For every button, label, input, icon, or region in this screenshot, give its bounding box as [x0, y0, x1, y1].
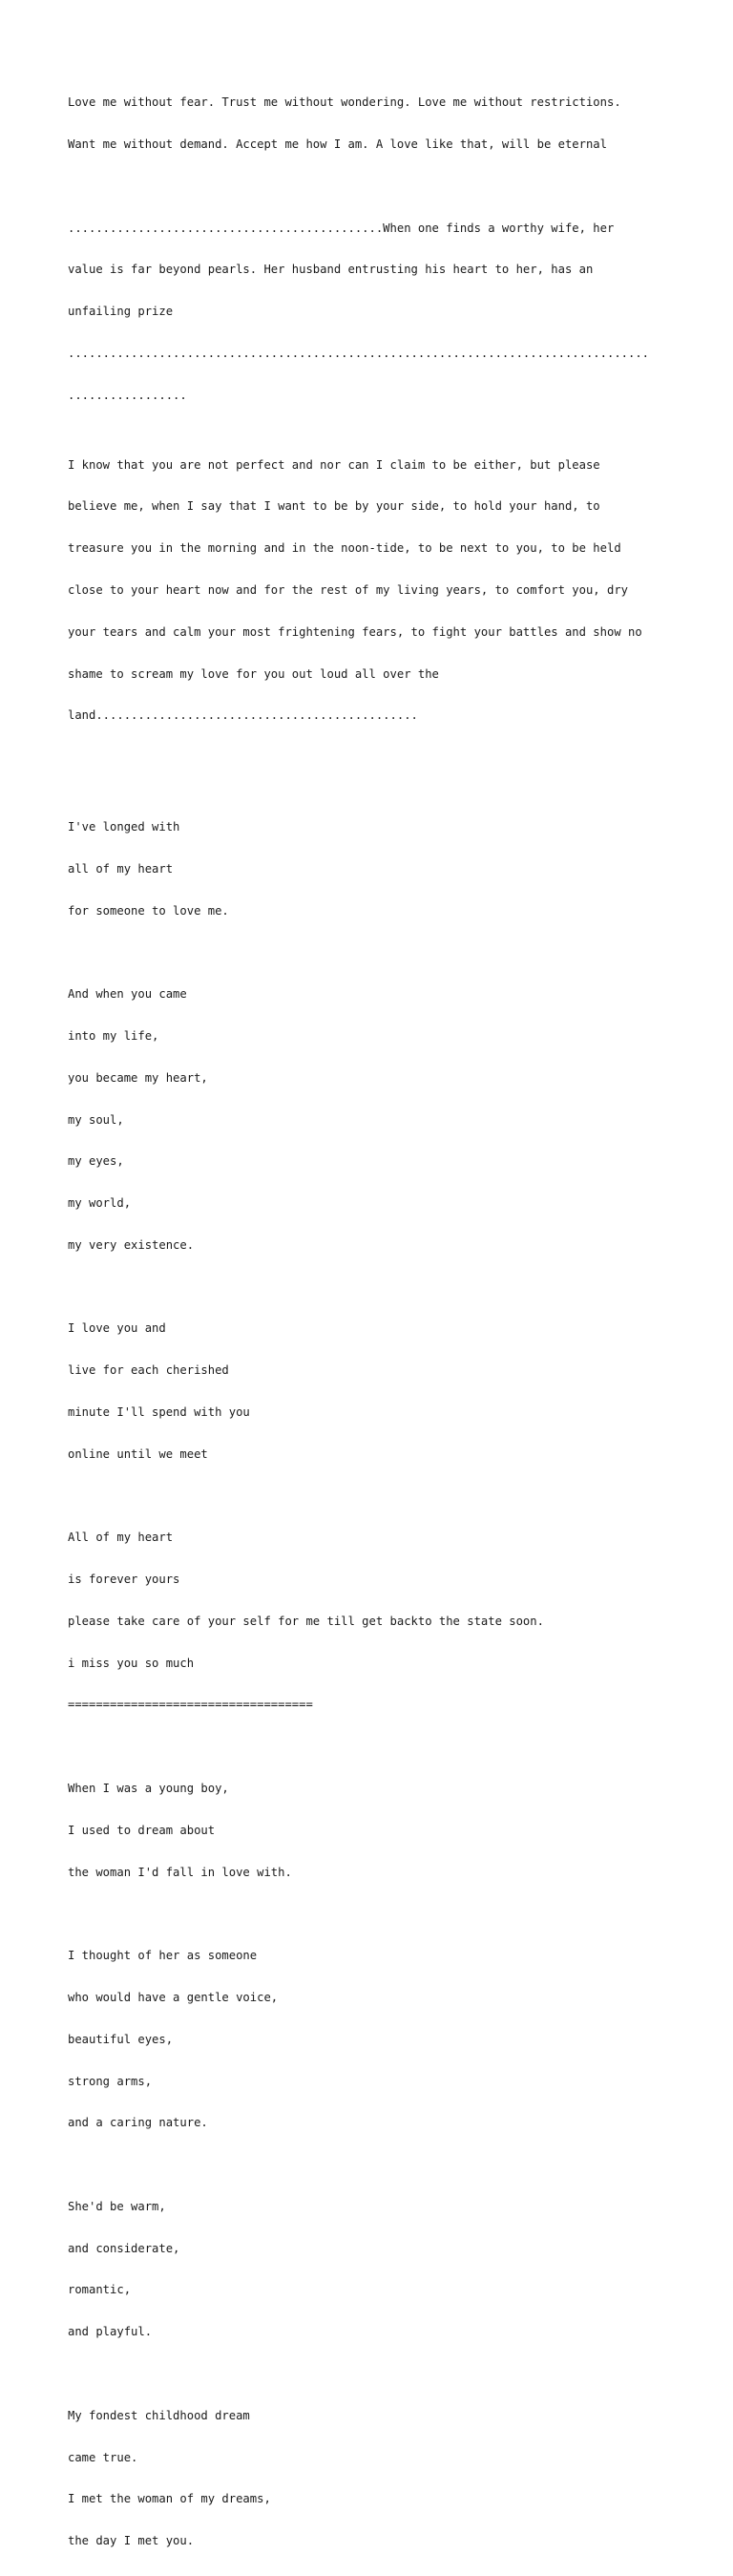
- stanza-spacer: [68, 1907, 698, 1921]
- verse-line: the woman I'd fall in love with.: [68, 1865, 292, 1879]
- verse-line: I used to dream about: [68, 1823, 216, 1837]
- verse-line: who would have a gentle voice,: [68, 1990, 279, 2004]
- poem2-stanza1: [68, 1754, 698, 1908]
- stanza-spacer: [68, 1280, 698, 1295]
- verse-line: all of my heart: [68, 861, 174, 876]
- text-line: close to your heart now and for the rest of my living years, to comfort you, dry: [68, 582, 628, 597]
- paragraph-spacer: [68, 179, 698, 194]
- text-line: .............................................When one finds a worthy wife, her: [68, 221, 615, 235]
- verse-line: my soul,: [68, 1112, 124, 1127]
- text-line: I know that you are not perfect and nor can I claim to be either, but please: [68, 457, 600, 472]
- verse-line: I met the woman of my dreams,: [68, 2492, 271, 2506]
- text-line: believe me, when I say that I want to be by your side, to hold your hand, to: [68, 499, 600, 514]
- text-line: value is far beyond pearls. Her husband entrusting his heart to her, has an: [68, 263, 594, 277]
- stanza-spacer: [68, 2367, 698, 2381]
- stanza-spacer: [68, 1489, 698, 1504]
- stanza-spacer: [68, 945, 698, 960]
- stanza-spacer: [68, 1740, 698, 1754]
- verse-line: My fondest childhood dream: [68, 2408, 250, 2422]
- verse-line: romantic,: [68, 2283, 132, 2297]
- poem2-stanza3: [68, 2172, 698, 2367]
- verse-line: minute I'll spend with you: [68, 1405, 250, 1419]
- verse-line: my world,: [68, 1196, 132, 1211]
- poem1-stanza4: [68, 1503, 698, 1740]
- verse-line: When I was a young boy,: [68, 1782, 229, 1796]
- verse-line: and a caring nature.: [68, 2116, 208, 2130]
- document-body: [68, 68, 698, 2576]
- text-line: Want me without demand. Accept me how I am. A love like that, will be eternal: [68, 137, 607, 151]
- text-line: Love me without fear. Trust me without wondering. Love me without restrictions.: [68, 95, 621, 110]
- verse-line: the day I met you.: [68, 2534, 195, 2548]
- verse-line: you became my heart,: [68, 1070, 208, 1085]
- text-line: shame to scream my love for you out loud all over the: [68, 666, 439, 681]
- text-line: your tears and calm your most frightening fears, to fight your battles and show no: [68, 624, 642, 639]
- section-spacer: [68, 750, 698, 778]
- poem1-stanza2: [68, 960, 698, 1280]
- wife-quote-paragraph: [68, 193, 698, 430]
- stanza-spacer: [68, 2158, 698, 2172]
- text-line: land..............................................: [68, 708, 418, 723]
- verse-line: into my life,: [68, 1028, 159, 1043]
- dotted-separator: .................: [68, 388, 187, 402]
- poem1-stanza1: [68, 792, 698, 946]
- verse-line: live for each cherished: [68, 1363, 229, 1378]
- section-spacer: [68, 778, 698, 792]
- verse-line: I love you and: [68, 1321, 166, 1336]
- verse-line: and playful.: [68, 2325, 153, 2339]
- verse-line: came true.: [68, 2450, 138, 2464]
- verse-line: online until we meet: [68, 1446, 208, 1461]
- verse-line: strong arms,: [68, 2074, 153, 2088]
- verse-line: my eyes,: [68, 1154, 124, 1169]
- verse-line: for someone to love me.: [68, 903, 229, 918]
- verse-line: I've longed with: [68, 820, 180, 834]
- verse-line: All of my heart: [68, 1531, 174, 1545]
- poem2-stanza4: [68, 2381, 698, 2576]
- verse-line: and considerate,: [68, 2241, 180, 2255]
- poem1-stanza3: [68, 1294, 698, 1489]
- text-line: treasure you in the morning and in the noon-tide, to be next to you, to be held: [68, 541, 621, 556]
- poem2-stanza2: [68, 1921, 698, 2158]
- promise-paragraph: [68, 430, 698, 750]
- dotted-separator: ...................................................................................: [68, 346, 650, 360]
- verse-line: is forever yours: [68, 1573, 180, 1587]
- verse-line: please take care of your self for me till get backto the state soon.: [68, 1614, 544, 1628]
- equals-separator: ===================================: [68, 1698, 313, 1712]
- verse-line: She'd be warm,: [68, 2199, 166, 2213]
- text-line: unfailing prize: [68, 305, 174, 319]
- verse-line: my very existence.: [68, 1237, 195, 1252]
- verse-line: I thought of her as someone: [68, 1949, 258, 1963]
- verse-line: i miss you so much: [68, 1656, 195, 1670]
- verse-line: beautiful eyes,: [68, 2032, 174, 2046]
- intro-paragraph: [68, 68, 698, 179]
- verse-line: And when you came: [68, 987, 187, 1002]
